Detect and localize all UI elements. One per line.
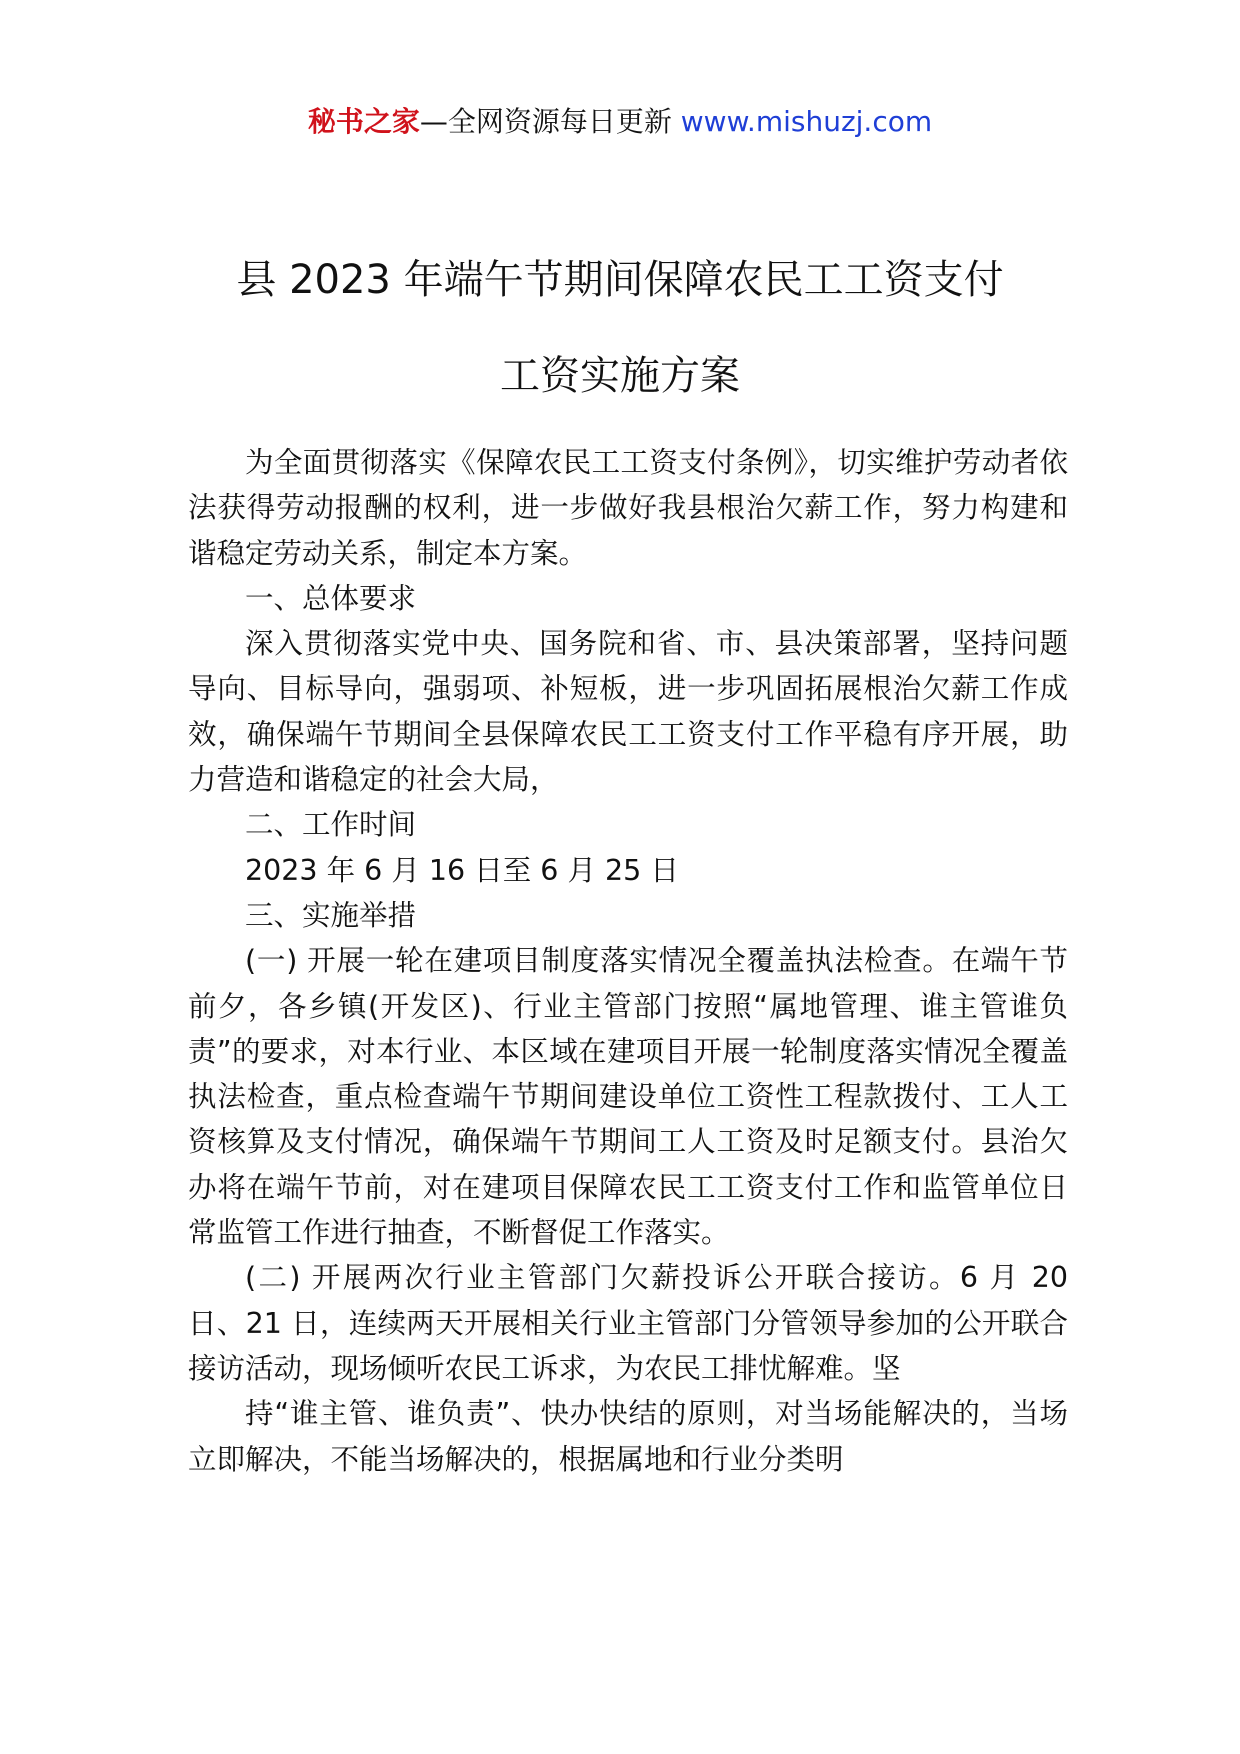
intro-paragraph: 为全面贯彻落实《保障农民工工资支付条例》，切实维护劳动者依法获得劳动报酬的权利，进一步做好我县根治欠薪工作，努力构建和谐稳定劳动关系，制定本方案。 bbox=[188, 446, 1068, 570]
header-slogan: —全网资源每日更新 bbox=[419, 105, 681, 138]
section-heading-general-requirements: 一、总体要求 bbox=[245, 581, 417, 615]
measure-2-continued-paragraph: 持“谁主管、谁负责”、快办快结的原则，对当场能解决的，当场立即解决，不能当场解决的，根据属地和行业分类明 bbox=[188, 1397, 1068, 1476]
brand-name: 秘书之家 bbox=[307, 105, 420, 138]
work-time-paragraph: 2023 年 6 月 16 日至 6 月 25 日 bbox=[245, 853, 679, 887]
site-url-link[interactable]: www.mishuzj.com bbox=[680, 105, 933, 138]
title-line-2: 工资实施方案 bbox=[500, 353, 740, 399]
document-body bbox=[188, 440, 1068, 1482]
section-heading-work-time: 二、工作时间 bbox=[245, 808, 417, 842]
section-heading-measures: 三、实施举措 bbox=[245, 898, 417, 932]
measure-2-paragraph: (二) 开展两次行业主管部门欠薪投诉公开联合接访。6 月 20 日、21 日，连续两天开展相关行业主管部门分管领导参加的公开联合接访活动，现场倾听农民工诉求，为农民工排忧解难。坚 bbox=[188, 1261, 1068, 1385]
document-title bbox=[140, 232, 1100, 424]
measure-1-paragraph: (一) 开展一轮在建项目制度落实情况全覆盖执法检查。在端午节前夕，各乡镇(开发区)、行业主管部门按照“属地管理、谁主管谁负责”的要求，对本行业、本区域在建项目开展一轮制度落实情况全覆盖执法检查，重点检查端午节期间建设单位工资性工程款拨付、工人工资核算及支付情况，确保端午节期间工人工资及时足额支付。县治欠办将在端午节前，对在建项目保障农民工工资支付工作和监管单位日 常监管工作进行抽查，不断督促工作落实。 bbox=[188, 944, 1068, 1250]
general-requirements-paragraph: 深入贯彻落实党中央、国务院和省、市、县决策部署，坚持问题导向、目标导向，强弱项、补短板，进一步巩固拓展根治欠薪工作成效，确保端午节期间全县保障农民工工资支付工作平稳有序开展，助力营造和谐稳定的社会大局， bbox=[188, 627, 1068, 797]
title-line-1: 县 2023 年端午节期间保障农民工工资支付 bbox=[236, 257, 1004, 303]
site-header bbox=[0, 102, 1240, 142]
